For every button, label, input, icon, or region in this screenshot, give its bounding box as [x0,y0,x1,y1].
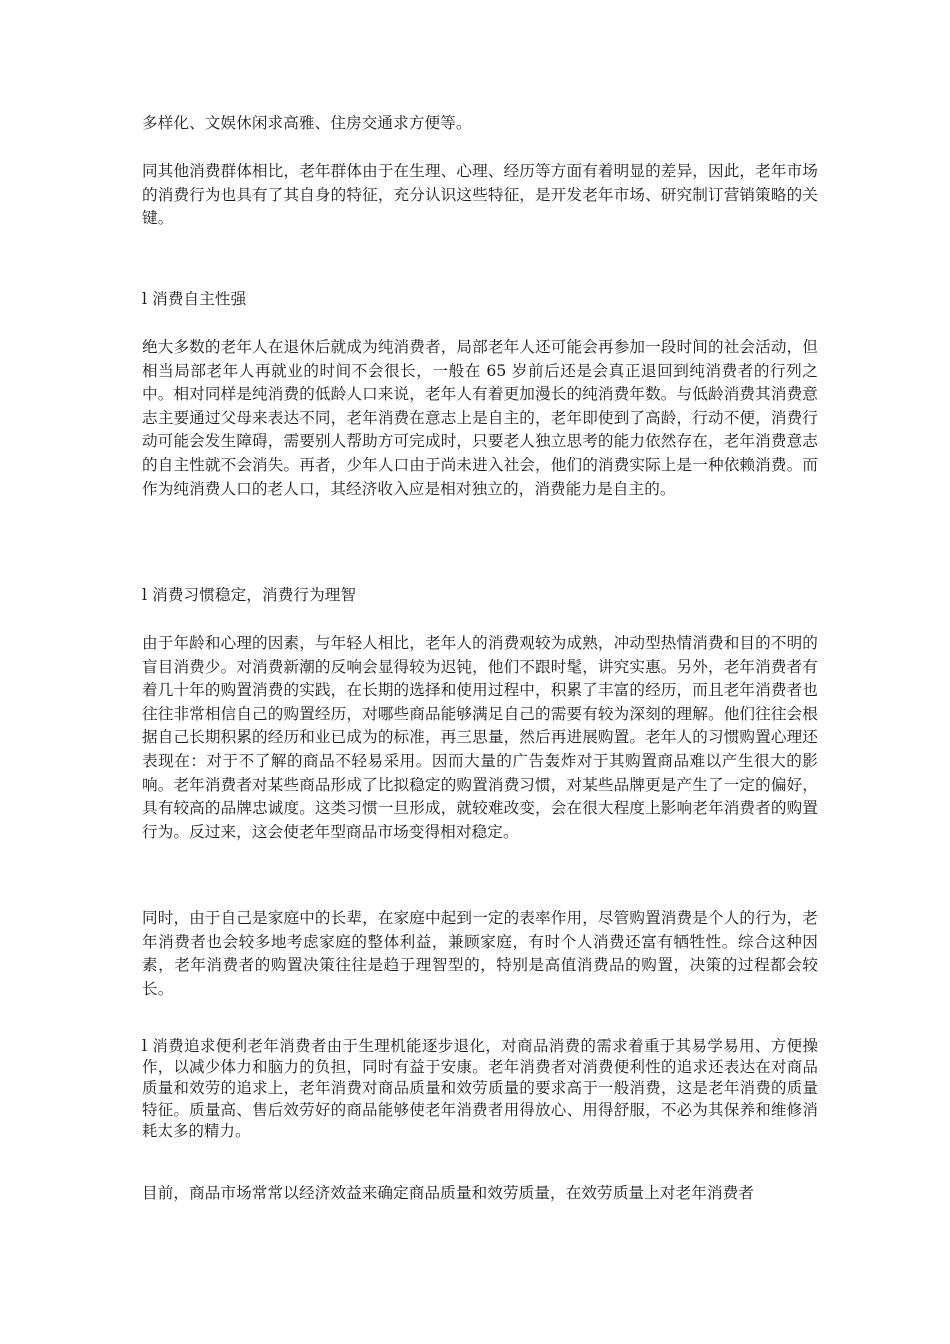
paragraph-convenience: l 消费追求便利老年消费者由于生理机能逐步退化，对商品消费的需求着重于其易学易用、方便操作，以减少体力和脑力的负担，同时有益于安康。老年消费者对消费便利性的追求还表达在对商品质量和效劳的追求上，老年消费对商品质量和效劳质量的要求高于一般消费，这是老年消费的质量特征。质量高、售后效劳好的商品能够使老年消费者用得放心、用得舒服，不必为其保养和维修消耗太多的精力。 [142,1037,818,1140]
paragraph-stable-habits: 由于年龄和心理的因素，与年轻人相比，老年人的消费观较为成熟，冲动型热情消费和目的不明的盲目消费少。对消费新潮的反响会显得较为迟钝，他们不跟时髦，讲究实惠。另外，老年消费者有着几十年的购置消费的实践，在长期的选择和使用过程中，积累了丰富的经历，而且老年消费者也往往非常相信自己的购置经历，对哪些商品能够满足自己的需要有较为深刻的理解。他们往往会根据自己长期积累的经历和业已成为的标准，再三思量，然后再进展购置。老年人的习惯购置心理还表现在：对于不了解的商品不轻易采用。因而大量的广告轰炸对于其购置商品难以产生很大的影响。老年消费者对某些商品形成了比拟稳定的购置消费习惯，对某些品牌更是产生了一定的偏好，具有较高的品牌忠诚度。这类习惯一旦形成，就较难改变，会在很大程度上影响老年消费者的购置行为。反过来，这会使老年型商品市场变得相对稳定。 [142,634,818,841]
paragraph-intro-continuation: 多样化、文娱休闲求高雅、住房交通求方便等。 [142,114,472,132]
heading-stable-habits: l 消费习惯稳定，消费行为理智 [142,586,357,604]
paragraph-elderly-group-features: 同其他消费群体相比，老年群体由于在生理、心理、经历等方面有着明显的差异，因此，老年市场的消费行为也具有了其自身的特征，充分认识这些特征，是开发老年市场、研究制订营销策略的关键。 [142,162,818,228]
heading-consumption-autonomy: l 消费自主性强 [142,290,247,308]
paragraph-market-quality: 目前，商品市场常常以经济效益来确定商品质量和效劳质量，在效劳质量上对老年消费者 [142,1184,755,1202]
paragraph-consumption-autonomy: 绝大多数的老年人在退休后就成为纯消费者，局部老年人还可能会再参加一段时间的社会活动，但相当局部老年人再就业的时间不会很长，一般在 65 岁前后还是会真正退回到纯消费者的行列之中。相对同样是纯消费的低龄人口来说，老年人有着更加漫长的纯消费年数。与低龄消费其消费意志主要通过父母来表达不同，老年消费在意志上是自主的，老年即使到了高龄，行动不便，消费行动可能会发生障碍，需要别人帮助方可完成时，只要老人独立思考的能力依然存在，老年消费意志的自主性就不会消失。再者，少年人口由于尚未进入社会，他们的消费实际上是一种依赖消费。而作为纯消费人口的老人口，其经济收入应是相对独立的，消费能力是自主的。 [142,338,818,498]
paragraph-family-role: 同时，由于自己是家庭中的长辈，在家庭中起到一定的表率作用，尽管购置消费是个人的行为，老年消费者也会较多地考虑家庭的整体利益，兼顾家庭，有时个人消费还富有牺牲性。综合这种因素，老年消费者的购置决策往往是趋于理智型的，特别是高值消费品的购置，决策的过程都会较长。 [142,909,818,998]
